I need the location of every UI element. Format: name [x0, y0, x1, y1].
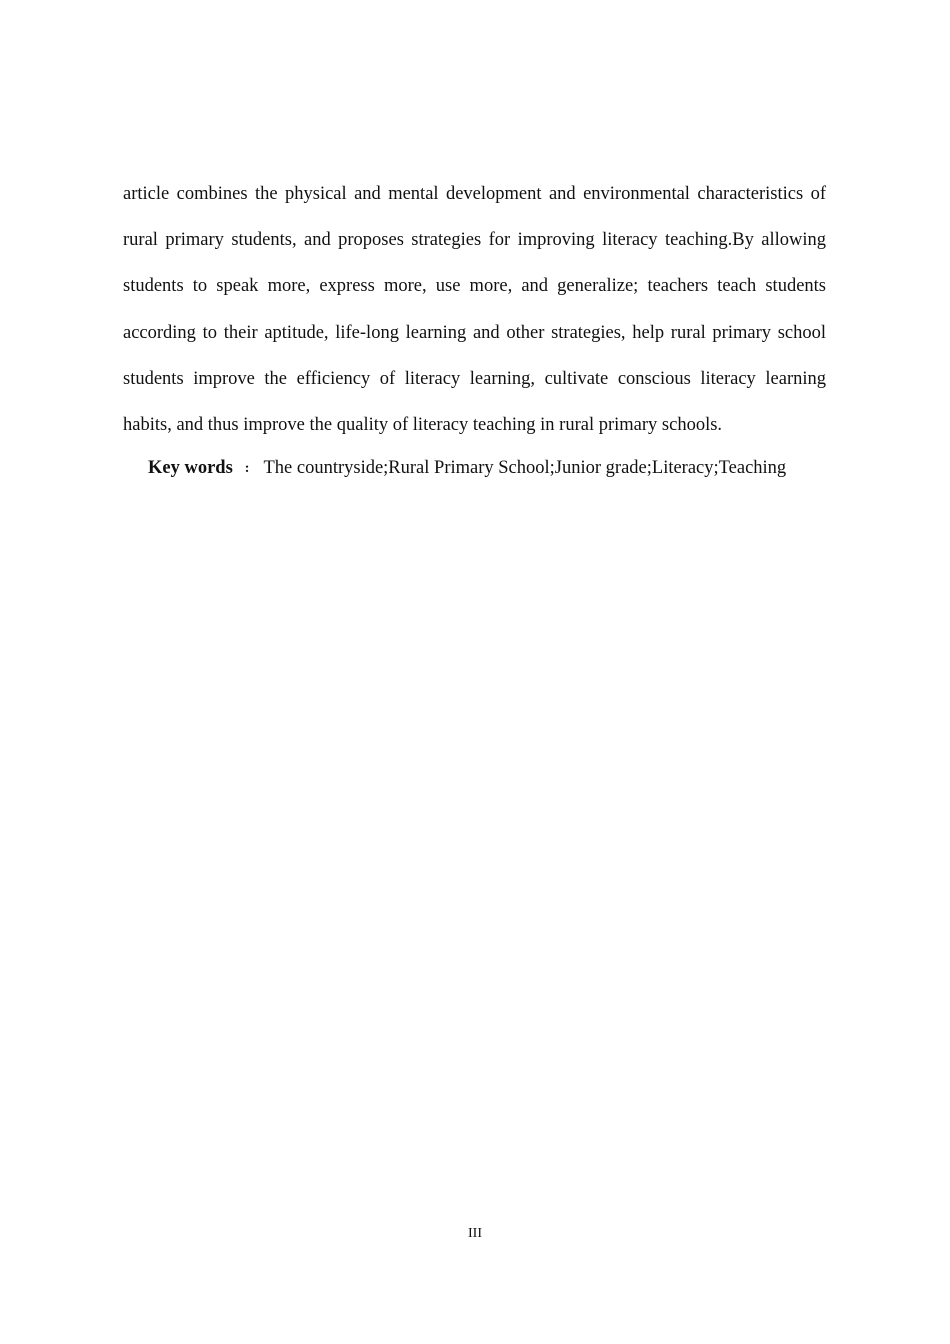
abstract-line-2: rural primary students, and proposes strategies for improving literacy teaching.By allowing	[123, 230, 826, 251]
abstract-line-4: according to their aptitude, life-long learning and other strategies, help rural primary school	[123, 322, 826, 343]
abstract-line-6: habits, and thus improve the quality of literacy teaching in rural primary schools.	[123, 414, 723, 435]
keywords-label: Key words	[148, 458, 233, 478]
keywords-value: The countryside;Rural Primary School;Junior grade;Literacy;Teaching	[263, 458, 787, 478]
page-number: III	[468, 1226, 482, 1241]
abstract-line-1: article combines the physical and mental development and environmental characteristics of	[123, 184, 826, 204]
abstract-line-5: students improve the efficiency of literacy learning, cultivate conscious literacy learning	[123, 368, 826, 389]
keywords-line	[148, 448, 848, 490]
abstract-paragraph	[123, 171, 826, 448]
abstract-line-3: students to speak more, express more, use more, and generalize; teachers teach students	[123, 276, 826, 297]
keywords-colon: :	[244, 461, 250, 476]
